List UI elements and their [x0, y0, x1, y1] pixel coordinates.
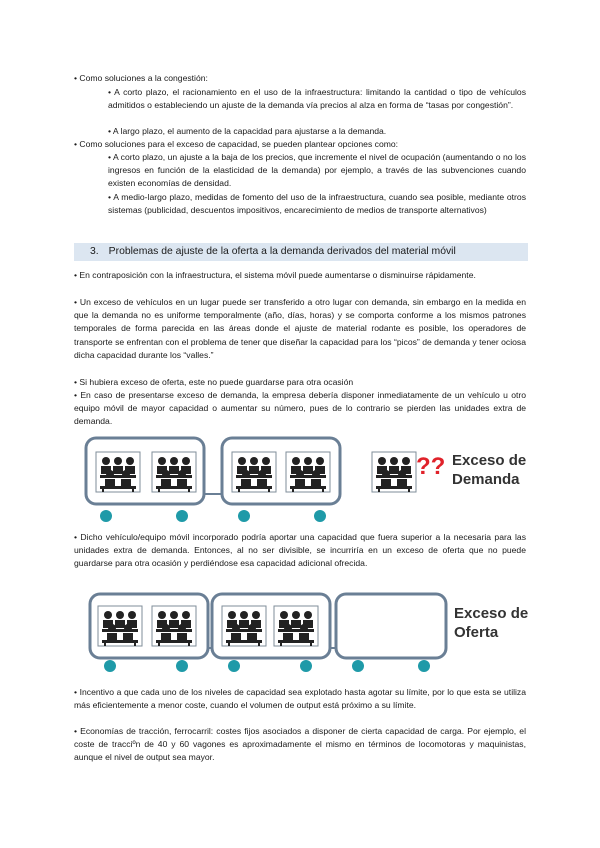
excess-supply-label-line2: Oferta: [454, 624, 499, 641]
wheel-icon: [104, 660, 116, 672]
excess-supply-label-line1: Exceso de: [454, 605, 529, 622]
paragraph-7: • Economías de tracción, ferrocarril: costes fijos asociados a disponer de cierta capacidad de carga. Por ejemplo, el coste de tracciºn de 40 y 60 vagones es aproximadamente el mismo en términos de locomotoras y maquinistas, aunque el nivel de output sea mayor.: [74, 726, 526, 763]
passenger-car-full-2: [222, 438, 340, 522]
wheel-icon: [100, 510, 112, 522]
wheel-icon: [238, 510, 250, 522]
paragraph-4: • En caso de presentarse exceso de demanda, la empresa debería disponer inmediatamente de un vehículo u otro equipo móvil de mayor capacidad o aumentar su número, pues de lo contrario se pierden las unidades extra de demanda.: [74, 390, 526, 427]
passenger-car-empty: [336, 594, 446, 672]
paragraph-2: • Un exceso de vehículos en un lugar puede ser transferido a otro lugar con demanda, sin embargo en la medida en que la demanda no es uniforme temporalmente (año, días, horas) y se comporta conforme a los mismos patrones temporales de forma parecida en las áreas donde el ajuste de material rodante es posible, los operadores de transporte se enfrentan con el problema de tener que diseñar la capacidad para los “picos” de demanda y tener ociosa dicha capacidad durante los “valles.”: [74, 297, 526, 360]
excess-demand-label-line2: Demanda: [452, 471, 520, 488]
wheel-icon: [176, 660, 188, 672]
excess-supply-figure: [74, 586, 534, 678]
passenger-car-full-1: [86, 438, 204, 522]
excess-capacity-intro: • Como soluciones para el exceso de capacidad, se pueden plantear opciones como:: [74, 139, 399, 149]
wheel-icon: [418, 660, 430, 672]
paragraph-5: • Dicho vehículo/equipo móvil incorporado podría aportar una capacidad que fuera superior a la necesaria para las unidades extra de demanda. Entonces, al no ser divisible, se incurriría en un exceso de oferta que no puede guardarse para otra ocasión y perdiéndose esa capacidad adicional ofrecida.: [74, 532, 526, 569]
paragraph-3: • Si hubiera exceso de oferta, este no puede guardarse para otra ocasión: [74, 377, 354, 387]
wheel-icon: [314, 510, 326, 522]
congestion-intro: • Como soluciones a la congestión:: [74, 73, 208, 83]
wheel-icon: [352, 660, 364, 672]
extra-passengers-group: [372, 452, 445, 492]
wheel-icon: [176, 510, 188, 522]
excess-capacity-short-term: • A corto plazo, un ajuste a la baja de los precios, que incremente el nivel de ocupación (aumentando o no los ingresos en función de la elasticidad de la demanda) por ejemplo, a través de las subvenciones cuando existen economías de densidad.: [108, 152, 526, 189]
section-heading: [74, 243, 528, 261]
excess-capacity-mid-term: • A medio-largo plazo, medidas de fomento del uso de la infraestructura, cuando sea posible, mediante otros sistemas (publicidad, descuentos impositivos, encarecimiento de medios de transporte alternativos): [108, 192, 526, 216]
congestion-long-term: • A largo plazo, el aumento de la capacidad para ajustarse a la demanda.: [108, 126, 387, 136]
wheel-icon: [300, 660, 312, 672]
passenger-car-full-1: [90, 594, 208, 672]
excess-demand-figure: [74, 432, 534, 524]
section-title: Problemas de ajuste de la oferta a la demanda derivados del material móvil: [108, 246, 456, 257]
excess-demand-label-line1: Exceso de: [452, 452, 527, 469]
paragraph-6: • Incentivo a que cada uno de los niveles de capacidad sea explotado hasta agotar su límite, por lo que esta se utiliza más eficientemente a menor coste, cuando el volumen de output está próximo a su límite.: [74, 687, 526, 711]
section-number: 3.: [90, 246, 99, 257]
congestion-short-term: • A corto plazo, el racionamiento en el uso de la infraestructura: limitando la cantidad o tipo de vehículos admitidos o estableciendo un ajuste de la demanda vía precios al alza en forma de “tasas por congestión”.: [108, 87, 526, 111]
question-marks: ??: [416, 453, 446, 480]
wheel-icon: [228, 660, 240, 672]
paragraph-1: • En contraposición con la infraestructura, el sistema móvil puede aumentarse o disminuirse rápidamente.: [74, 270, 476, 280]
passenger-car-full-2: [212, 594, 330, 672]
